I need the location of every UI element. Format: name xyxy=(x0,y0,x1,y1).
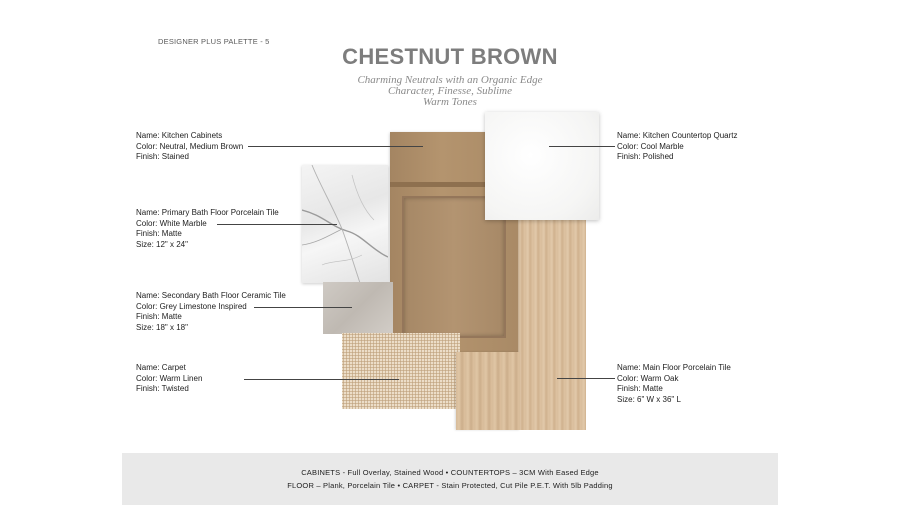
page-title: CHESTNUT BROWN xyxy=(342,44,558,69)
item-color: Color: Grey Limestone Inspired xyxy=(136,301,247,311)
item-finish: Finish: Polished xyxy=(617,152,674,161)
quartz-swatch xyxy=(485,112,599,220)
carpet-swatch xyxy=(342,333,460,409)
label-secondary-bath-floor xyxy=(136,291,286,333)
item-finish: Finish: Matte xyxy=(136,312,182,321)
item-finish: Finish: Stained xyxy=(136,152,189,161)
subtitle-line-1: Charming Neutrals with an Organic Edge xyxy=(357,74,543,86)
label-kitchen-cabinets xyxy=(136,131,243,163)
leader-kitchen-cabinets xyxy=(248,146,423,147)
item-finish: Finish: Matte xyxy=(136,229,182,238)
leader-main-floor xyxy=(557,378,615,379)
footer-line-2: FLOOR – Plank, Porcelain Tile • CARPET - Stain Protected, Cut Pile P.E.T. With 5lb Padding xyxy=(287,481,613,490)
item-name: Name: Kitchen Countertop Quartz xyxy=(617,131,738,140)
leader-kitchen-countertop xyxy=(549,146,615,147)
palette-id: DESIGNER PLUS PALETTE - 5 xyxy=(158,37,270,46)
footer-line-1: CABINETS - Full Overlay, Stained Wood • COUNTERTOPS – 3CM With Eased Edge xyxy=(301,468,599,477)
subtitle-line-3: Warm Tones xyxy=(423,96,477,108)
limestone-swatch xyxy=(323,282,393,334)
item-size: Size: 18" x 18" xyxy=(136,322,188,332)
label-carpet xyxy=(136,363,202,395)
label-primary-bath-floor xyxy=(136,208,279,250)
leader-secondary-bath-floor xyxy=(254,307,352,308)
item-size: Size: 12" x 24" xyxy=(136,239,188,249)
item-color: Color: Neutral, Medium Brown xyxy=(136,141,244,151)
item-name: Name: Carpet xyxy=(136,363,186,372)
item-color: Color: White Marble xyxy=(136,218,207,228)
spec-footer xyxy=(122,453,778,505)
item-finish: Finish: Twisted xyxy=(136,384,189,393)
item-name: Name: Kitchen Cabinets xyxy=(136,131,223,140)
leader-primary-bath-floor xyxy=(217,224,337,225)
label-main-floor xyxy=(617,363,731,405)
item-name: Name: Primary Bath Floor Porcelain Tile xyxy=(136,208,279,217)
main-floor-swatch xyxy=(517,218,586,430)
item-color: Color: Warm Oak xyxy=(617,373,679,383)
item-name: Name: Secondary Bath Floor Ceramic Tile xyxy=(136,291,286,300)
item-finish: Finish: Matte xyxy=(617,384,663,393)
item-color: Color: Warm Linen xyxy=(136,373,203,383)
leader-carpet xyxy=(244,379,399,380)
item-name: Name: Main Floor Porcelain Tile xyxy=(617,363,731,372)
subtitle-line-2: Character, Finesse, Sublime xyxy=(387,85,513,97)
label-kitchen-countertop xyxy=(617,131,738,163)
main-floor-plank-swatch xyxy=(456,352,520,430)
item-size: Size: 6" W x 36" L xyxy=(617,394,681,404)
item-color: Color: Cool Marble xyxy=(617,141,684,151)
